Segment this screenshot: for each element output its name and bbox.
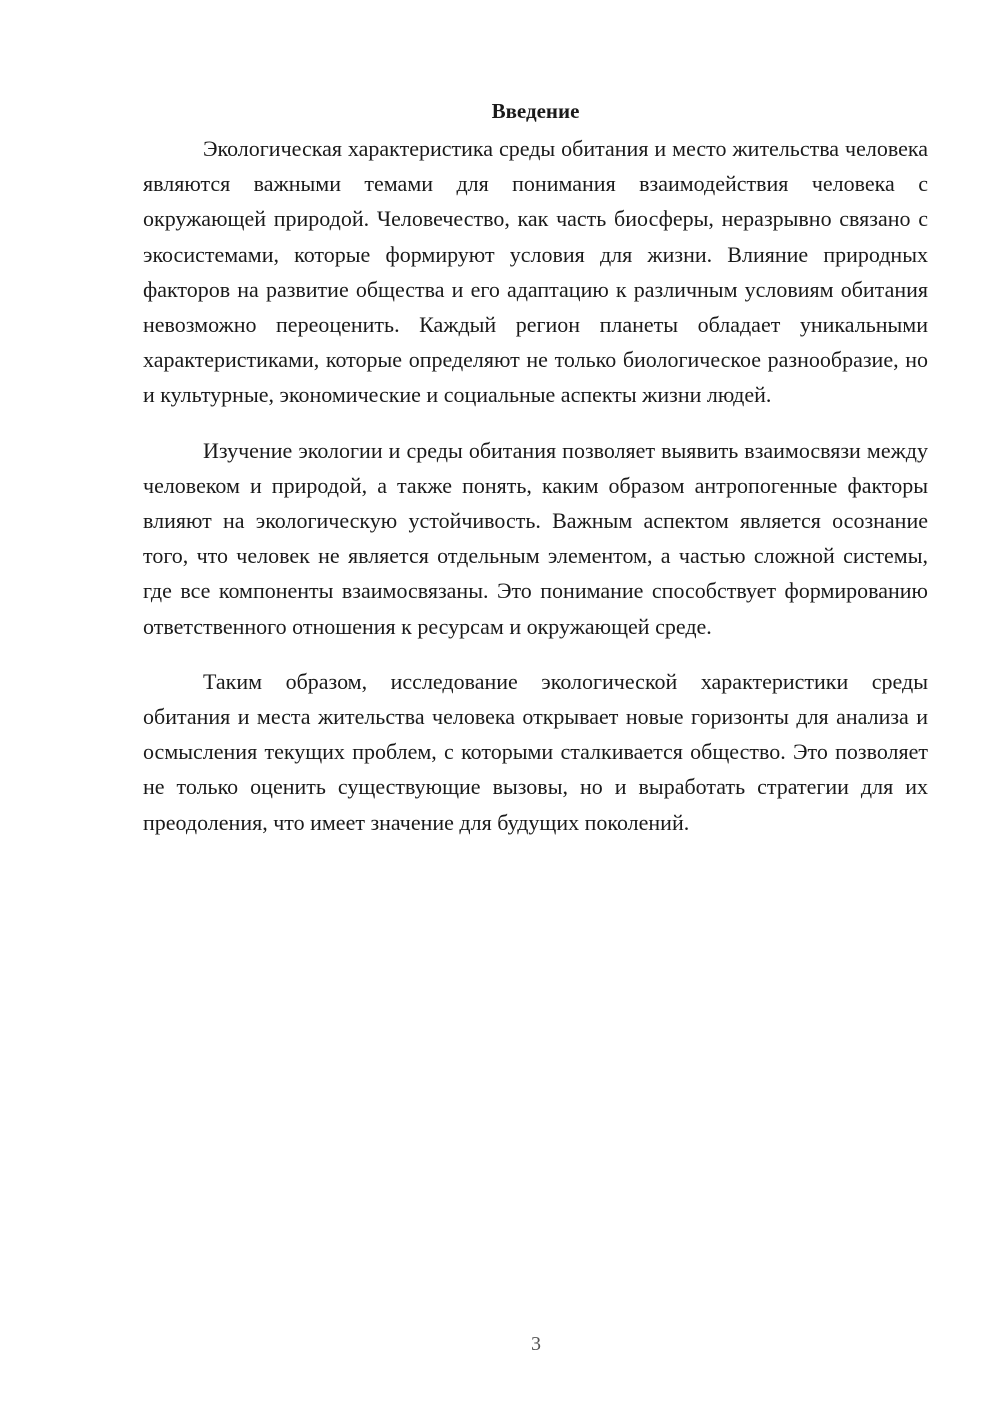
- section-heading: Введение: [491, 99, 580, 123]
- page-number: 3: [531, 1333, 541, 1355]
- paragraph-3: Таким образом, исследование экологической характеристики среды обитания и места жительства человека открывает новые горизонты для анализа и осмысления текущих проблем, с которыми сталкивается общество. Это позволяет не только оценить существующие вызовы, но и выработать стратегии для их преодоления, что имеет значение для будущих поколений.: [143, 668, 928, 835]
- paragraph-1: Экологическая характеристика среды обитания и место жительства человека являются важными темами для понимания взаимодействия человека с окружающей природой. Человечество, как часть биосферы, неразрывно связано с экосистемами, которые формируют условия для жизни. Влияние природных факторов на развитие общества и его адаптацию к различным условиям обитания невозможно переоценить. Каждый регион планеты обладает уникальными характеристиками, которые определяют не только биологическое разнообразие, но и культурные, экономические и социальные аспекты жизни людей.: [143, 136, 928, 408]
- page-content: [143, 96, 928, 860]
- paragraph-2: Изучение экологии и среды обитания позволяет выявить взаимосвязи между человеком и природой, а также понять, каким образом антропогенные факторы влияют на экологическую устойчивость. Важным аспектом является осознание того, что человек не является отдельным элементом, а частью сложной системы, где все компоненты взаимосвязаны. Это понимание способствует формированию ответственного отношения к ресурсам и окружающей среде.: [143, 437, 928, 639]
